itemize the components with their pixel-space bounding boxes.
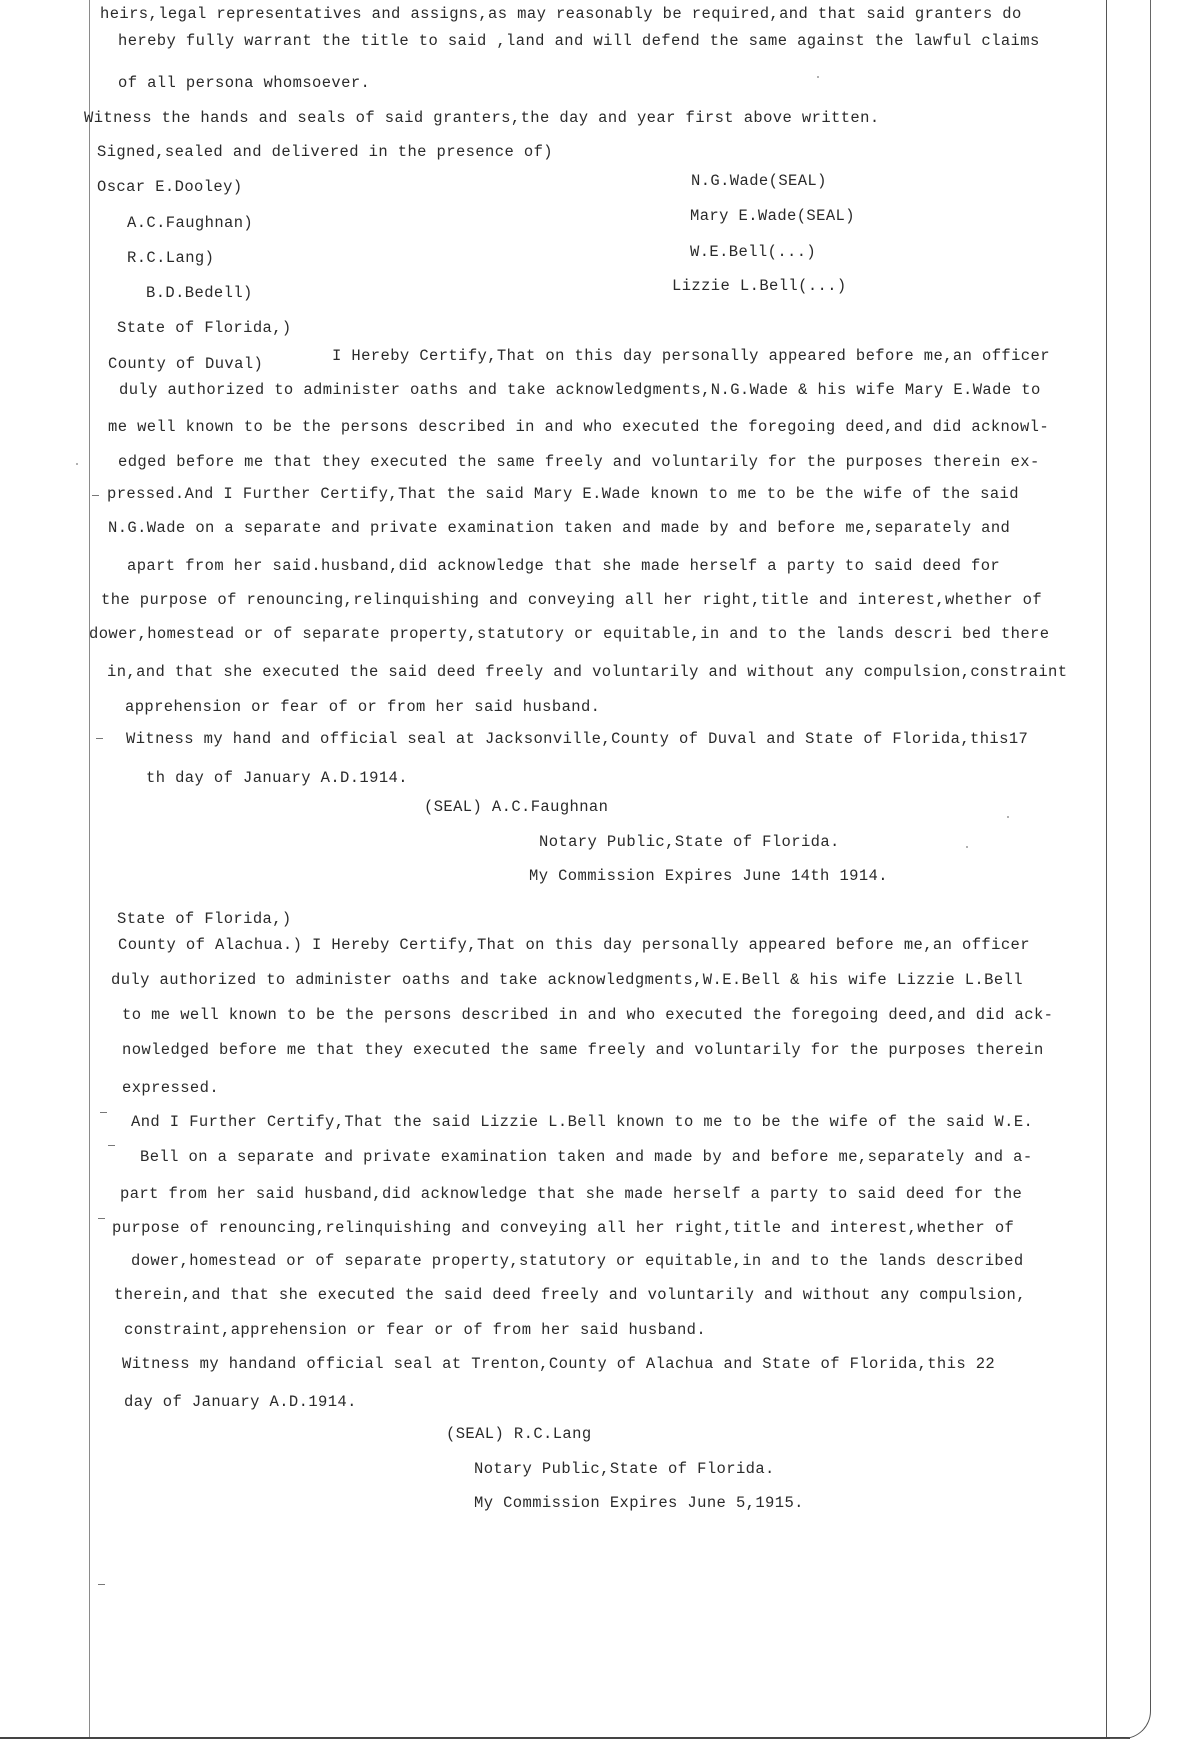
witness-name: B.D.Bedell) bbox=[146, 284, 253, 302]
ack-line: me well known to be the persons described in and who executed the foregoing deed,and did acknowl- bbox=[108, 418, 1050, 436]
ack-line: part from her said husband,did acknowledge that she made herself a party to said deed for the bbox=[120, 1185, 1023, 1203]
left-margin-rule bbox=[89, 0, 90, 1737]
grantor-signature: Lizzie L.Bell(...) bbox=[672, 277, 847, 295]
ack-line: apprehension or fear of or from her said husband. bbox=[125, 698, 601, 716]
ack-line: purpose of renouncing,relinquishing and conveying all her right,title and interest,whether of bbox=[112, 1219, 1015, 1237]
notary-seal-signature: (SEAL) R.C.Lang bbox=[446, 1425, 592, 1443]
margin-mark bbox=[100, 1112, 107, 1113]
scan-speck bbox=[1007, 816, 1009, 818]
scan-speck bbox=[966, 846, 968, 848]
venue-state: State of Florida,) bbox=[117, 319, 292, 337]
scan-speck bbox=[817, 76, 819, 78]
signed-sealed-line: Signed,sealed and delivered in the presence of) bbox=[97, 143, 553, 161]
ack-line: in,and that she executed the said deed freely and voluntarily and without any compulsion,constraint bbox=[107, 663, 1068, 681]
margin-mark bbox=[98, 1584, 105, 1585]
right-margin-rule bbox=[1106, 0, 1107, 1737]
ack-line: to me well known to be the persons described in and who executed the foregoing deed,and did ack- bbox=[122, 1006, 1054, 1024]
witness-name: R.C.Lang) bbox=[127, 249, 215, 267]
ack-line: Witness my hand and official seal at Jacksonville,County of Duval and State of Florida,this17 bbox=[126, 730, 1029, 748]
ack-line: And I Further Certify,That the said Lizzie L.Bell known to me to be the wife of the said W.E. bbox=[131, 1113, 1034, 1131]
notary-title: Notary Public,State of Florida. bbox=[539, 833, 840, 851]
notary-commission: My Commission Expires June 5,1915. bbox=[474, 1494, 804, 1512]
ack-line: therein,and that she executed the said deed freely and voluntarily and without any compulsion, bbox=[114, 1286, 1026, 1304]
notary-seal-signature: (SEAL) A.C.Faughnan bbox=[424, 798, 609, 816]
ack-line: constraint,apprehension or fear or of from her said husband. bbox=[124, 1321, 707, 1339]
bottom-border bbox=[0, 1737, 1130, 1739]
notary-commission: My Commission Expires June 14th 1914. bbox=[529, 867, 888, 885]
grantor-signature: N.G.Wade(SEAL) bbox=[691, 172, 827, 190]
deed-line: of all persona whomsoever. bbox=[118, 74, 371, 92]
ack-line: nowledged before me that they executed the same freely and voluntarily for the purposes therein bbox=[122, 1041, 1044, 1059]
scan-speck bbox=[76, 463, 78, 465]
ack-line: pressed.And I Further Certify,That the said Mary E.Wade known to me to be the wife of the said bbox=[107, 485, 1019, 503]
venue-county-certify: County of Alachua.) I Hereby Certify,That on this day personally appeared before me,an officer bbox=[118, 936, 1030, 954]
witness-name: Oscar E.Dooley) bbox=[97, 178, 243, 196]
ack-date-line: day of January A.D.1914. bbox=[124, 1393, 357, 1411]
ack-date-line: th day of January A.D.1914. bbox=[146, 769, 408, 787]
venue-county: County of Duval) bbox=[108, 355, 264, 373]
witness-name: A.C.Faughnan) bbox=[127, 214, 254, 232]
margin-mark bbox=[96, 738, 103, 739]
ack-line: Bell on a separate and private examination taken and made by and before me,separately and a- bbox=[140, 1148, 1033, 1166]
page-edge bbox=[1150, 0, 1151, 1690]
deed-line: hereby fully warrant the title to said ,land and will defend the same against the lawful claims bbox=[118, 32, 1040, 50]
deed-line: heirs,legal representatives and assigns,as may reasonably be required,and that said granters do bbox=[100, 5, 1022, 23]
ack-line: I Hereby Certify,That on this day personally appeared before me,an officer bbox=[332, 347, 1050, 365]
margin-mark bbox=[108, 1145, 115, 1146]
margin-mark bbox=[98, 1218, 105, 1219]
ack-line: duly authorized to administer oaths and take acknowledgments,N.G.Wade & his wife Mary E.Wade to bbox=[119, 381, 1041, 399]
ack-line: apart from her said.husband,did acknowledge that she made herself a party to said deed for bbox=[127, 557, 1001, 575]
ack-line: edged before me that they executed the same freely and voluntarily for the purposes therein ex- bbox=[118, 453, 1040, 471]
ack-line: duly authorized to administer oaths and take acknowledgments,W.E.Bell & his wife Lizzie L.Bell bbox=[111, 971, 1023, 989]
ack-line: the purpose of renouncing,relinquishing and conveying all her right,title and interest,whether of bbox=[101, 591, 1043, 609]
grantor-signature: Mary E.Wade(SEAL) bbox=[690, 207, 855, 225]
page-corner bbox=[1110, 1690, 1151, 1739]
ack-line: dower,homestead or of separate property,statutory or equitable,in and to the lands descri bed there bbox=[89, 625, 1050, 643]
ack-line: N.G.Wade on a separate and private examination taken and made by and before me,separately and bbox=[108, 519, 1011, 537]
notary-title: Notary Public,State of Florida. bbox=[474, 1460, 775, 1478]
margin-mark bbox=[92, 495, 99, 496]
venue-state: State of Florida,) bbox=[117, 910, 292, 928]
ack-line: Witness my handand official seal at Trenton,County of Alachua and State of Florida,this 22 bbox=[122, 1355, 996, 1373]
ack-line: dower,homestead or of separate property,statutory or equitable,in and to the lands described bbox=[131, 1252, 1024, 1270]
grantor-signature: W.E.Bell(...) bbox=[690, 243, 817, 261]
witness-clause: Witness the hands and seals of said granters,the day and year first above written. bbox=[84, 109, 880, 127]
ack-line: expressed. bbox=[122, 1079, 220, 1097]
